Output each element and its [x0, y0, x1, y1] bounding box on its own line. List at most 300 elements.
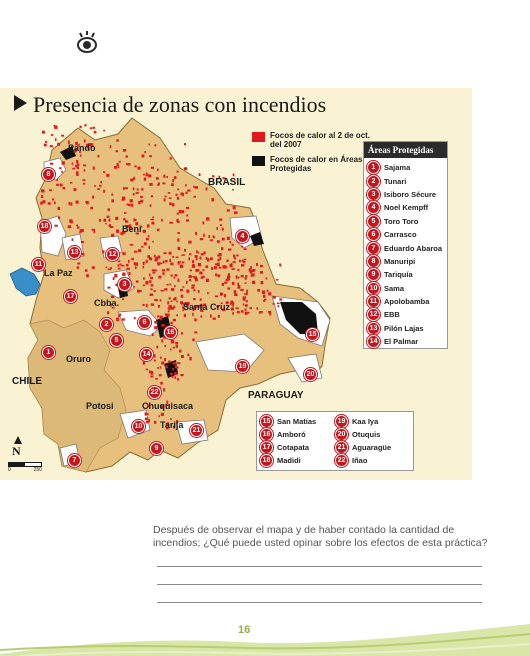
hotspot-dot: [192, 260, 194, 263]
area-number-badge: 20: [335, 428, 348, 441]
hotspot-dot: [97, 155, 99, 157]
hotspot-dot: [119, 161, 121, 163]
hotspot-dot: [219, 267, 222, 269]
hotspot-dot: [168, 361, 170, 364]
hotspot-dot: [232, 244, 234, 246]
hotspot-dot: [221, 247, 223, 250]
hotspot-dot: [82, 179, 85, 181]
hotspot-dot: [250, 266, 252, 268]
protected-areas-legend: [363, 141, 448, 349]
hotspot-dot: [178, 247, 181, 250]
hotspot-dot: [117, 163, 119, 166]
hotspot-dot: [189, 357, 191, 361]
hotspot-dot: [115, 217, 118, 220]
hotspot-dot: [133, 286, 135, 288]
area-number-badge: 11: [367, 295, 380, 308]
hotspot-dot: [193, 186, 195, 188]
hotspot-dot: [174, 176, 176, 179]
hotspot-dot: [171, 222, 173, 224]
map-marker: 13: [68, 246, 81, 259]
hotspot-dot: [143, 230, 146, 233]
hotspot-dot: [210, 314, 212, 317]
hotspot-dot: [54, 225, 57, 227]
map-marker: 7: [68, 454, 81, 467]
area-number-badge: 14: [367, 335, 380, 348]
hotspot-dot: [193, 289, 195, 291]
hotspot-dot: [245, 304, 248, 307]
hotspot-dot: [92, 266, 95, 269]
hotspot-dot: [238, 269, 240, 271]
hotspot-dot: [172, 203, 175, 206]
hotspot-dot: [181, 374, 184, 376]
area-number-badge: 7: [367, 242, 380, 255]
hotspot-dot: [243, 296, 246, 298]
hotspot-dot: [215, 296, 218, 298]
hotspot-dot: [61, 135, 64, 137]
hotspot-dot: [171, 301, 173, 303]
hotspot-dot: [116, 150, 119, 152]
hotspot-dot: [245, 282, 247, 284]
hotspot-dot: [159, 374, 162, 376]
hotspot-dot: [177, 378, 179, 381]
area-name: Sajama: [384, 163, 411, 173]
hotspot-dot: [99, 219, 101, 222]
hotspot-dot: [173, 362, 176, 365]
hotspot-dot: [241, 264, 244, 266]
hotspot-dot: [165, 313, 167, 316]
hotspot-dot: [40, 202, 42, 205]
hotspot-dot: [236, 255, 238, 257]
hotspot-dot: [83, 183, 85, 185]
hotspot-dot: [165, 260, 167, 262]
area-number-badge: 8: [367, 255, 380, 268]
hotspot-dot: [198, 269, 200, 271]
hotspot-legend: [252, 131, 374, 179]
hotspot-dot: [157, 229, 160, 232]
hotspot-dot: [71, 202, 73, 205]
hotspot-dot: [149, 280, 151, 283]
hotspot-dot: [152, 269, 155, 271]
hotspot-dot: [62, 161, 65, 164]
north-label: N: [12, 444, 21, 458]
hotspot-dot: [138, 249, 141, 252]
legend-item-hotspots: [252, 131, 374, 149]
hotspot-dot: [110, 145, 112, 148]
hotspot-dot: [143, 262, 145, 265]
hotspot-dot: [194, 319, 197, 322]
hotspot-dot: [234, 211, 237, 214]
hotspot-dot: [170, 349, 172, 351]
hotspot-dot: [177, 238, 179, 242]
hotspot-dot: [143, 277, 145, 279]
hotspot-dot: [137, 188, 139, 190]
hotspot-dot: [174, 376, 176, 378]
hotspot-dot: [206, 217, 209, 220]
hotspot-dot: [266, 277, 268, 279]
hotspot-dot: [169, 197, 172, 199]
hotspot-dot: [219, 257, 221, 260]
scale-zero: 0: [8, 467, 11, 473]
hotspot-dot: [208, 235, 210, 238]
hotspot-dot: [222, 228, 224, 231]
question-text: Después de observar el mapa y de haber contado la cantidad de incendios; ¿Qué puede usted opinar sobre los efectos de esta práctica?: [153, 524, 488, 549]
hotspot-dot: [182, 193, 184, 196]
hotspot-dot: [217, 240, 220, 243]
hotspot-dot: [77, 167, 80, 169]
hotspot-dot: [107, 311, 109, 314]
hotspot-dot: [76, 225, 78, 227]
hotspot-dot: [157, 367, 159, 369]
hotspot-dot: [156, 177, 159, 180]
hotspot-dot: [277, 303, 280, 305]
map-marker: 9: [150, 442, 163, 455]
fire-map: [0, 88, 472, 480]
hotspot-dot: [153, 290, 156, 292]
hotspot-dot: [155, 258, 157, 260]
hotspot-dot: [160, 357, 162, 359]
hotspot-dot: [211, 267, 213, 270]
answer-line[interactable]: [157, 602, 482, 603]
hotspot-dot: [158, 256, 161, 259]
area-name: EBB: [384, 310, 400, 320]
hotspot-dot: [102, 250, 104, 253]
hotspot-dot: [172, 179, 174, 182]
hotspot-dot: [126, 204, 129, 206]
hotspot-dot: [118, 268, 121, 270]
hotspot-dot: [241, 310, 244, 313]
hotspot-dot: [241, 246, 243, 248]
hotspot-dot: [186, 215, 188, 217]
hotspot-dot: [230, 241, 232, 243]
hotspot-dot: [198, 290, 200, 293]
hotspot-dot: [222, 283, 224, 286]
hotspot-dot: [189, 253, 191, 255]
hotspot-dot: [146, 421, 148, 424]
hotspot-dot: [184, 167, 187, 170]
hotspot-dot: [194, 196, 196, 198]
protected-areas-title: Áreas Protegidas: [364, 142, 447, 158]
hotspot-dot: [187, 354, 189, 357]
hotspot-dot: [147, 224, 150, 227]
hotspot-dot: [148, 419, 150, 422]
protected-area-item: [260, 441, 335, 454]
protected-areas-list: [364, 161, 447, 348]
area-name: Noel Kempff: [384, 203, 429, 213]
hotspot-dot: [70, 182, 72, 184]
hotspot-dot: [190, 270, 192, 272]
hotspot-dot: [241, 275, 244, 278]
area-name: Manuripi: [384, 256, 416, 266]
hotspot-dot: [173, 319, 176, 321]
hotspot-dot: [44, 144, 47, 147]
hotspot-dot: [143, 266, 145, 268]
hotspot-dot: [42, 131, 45, 134]
hotspot-dot: [200, 238, 203, 240]
hotspot-dot: [196, 250, 198, 253]
hotspot-dot: [157, 315, 159, 317]
map-marker: 16: [164, 326, 177, 339]
hotspot-dot: [256, 263, 258, 266]
hotspot-dot: [183, 286, 185, 288]
hotspot-dot: [171, 322, 173, 325]
area-name: Otuquis: [352, 430, 381, 439]
hotspot-dot: [154, 299, 158, 301]
hotspot-dot: [171, 275, 173, 277]
hotspot-dot: [126, 268, 129, 270]
hotspot-dot: [184, 314, 186, 317]
area-number-badge: 4: [367, 201, 380, 214]
area-name: Sama: [384, 283, 405, 293]
hotspot-dot: [172, 368, 174, 370]
hotspot-dot: [231, 263, 233, 266]
hotspot-dot: [103, 171, 105, 173]
hotspot-dot: [244, 248, 247, 250]
hotspot-dot: [201, 253, 204, 255]
hotspot-dot: [150, 376, 153, 378]
hotspot-dot: [224, 282, 227, 284]
hotspot-dot: [260, 311, 263, 313]
area-number-badge: 3: [367, 188, 380, 201]
hotspot-dot: [149, 371, 152, 374]
hotspot-dot: [163, 175, 165, 178]
hotspot-dot: [159, 263, 162, 265]
hotspot-dot: [150, 219, 154, 221]
hotspot-dot: [223, 265, 226, 269]
hotspot-dot: [173, 347, 175, 349]
hotspot-dot: [210, 257, 213, 260]
area-name: Carrasco: [384, 230, 417, 240]
hotspot-dot: [232, 268, 235, 270]
hotspot-dot: [84, 124, 86, 126]
hotspot-dot: [192, 339, 194, 342]
hotspot-dot: [144, 242, 147, 245]
place-beni: Beni: [122, 224, 142, 234]
hotspot-dot: [216, 227, 218, 230]
hotspot-dot: [238, 285, 241, 288]
lake-titicaca: [10, 268, 40, 296]
hotspot-dot: [234, 261, 236, 263]
hotspot-dot: [198, 263, 201, 266]
hotspot-dot: [227, 277, 230, 280]
hotspot-dot: [169, 259, 171, 262]
hotspot-dot: [243, 304, 245, 306]
hotspot-dot: [161, 324, 164, 327]
hotspot-dot: [124, 212, 126, 214]
hotspot-dot: [140, 196, 143, 198]
hotspot-dot: [185, 192, 187, 194]
country-paraguay: PARAGUAY: [248, 390, 304, 401]
hotspot-dot: [152, 241, 154, 243]
hotspot-dot: [111, 234, 114, 237]
hotspot-dot: [139, 290, 142, 292]
hotspot-dot: [200, 298, 202, 300]
place-potosi: Potosi: [86, 401, 114, 411]
hotspot-dot: [189, 275, 192, 278]
hotspot-dot: [227, 209, 230, 211]
protected-area-item: [364, 268, 447, 281]
hotspot-dot: [116, 139, 118, 142]
hotspot-dot: [243, 261, 246, 263]
hotspot-dot: [217, 275, 220, 278]
hotspot-dot: [181, 332, 183, 334]
hotspot-dot: [194, 332, 197, 334]
hotspot-dot: [130, 244, 134, 246]
area-name: Pilón Lajas: [384, 323, 424, 333]
map-marker: 8: [42, 168, 55, 181]
hotspot-dot: [246, 300, 248, 302]
hotspot-dot: [222, 238, 225, 241]
area-number-badge: 18: [260, 454, 273, 467]
hotspot-dot: [156, 346, 158, 349]
hotspot-dot: [170, 263, 173, 266]
map-marker: 10: [132, 420, 145, 433]
hotspot-dot: [76, 201, 79, 204]
hotspot-dot: [173, 277, 175, 279]
area-number-badge: 19: [335, 415, 348, 428]
hotspot-dot: [171, 183, 174, 186]
hotspot-dot: [166, 314, 169, 317]
black-swatch-icon: [252, 156, 265, 166]
hotspot-dot: [122, 298, 124, 300]
protected-area-item: [364, 174, 447, 187]
hotspot-dot: [152, 217, 154, 219]
area-number-badge: 10: [367, 282, 380, 295]
hotspot-dot: [273, 296, 276, 299]
hotspot-dot: [276, 279, 278, 281]
hotspot-dot: [146, 175, 149, 177]
protected-area-item: [260, 415, 335, 428]
legend-label: Focos de calor en Áreas Protegidas: [270, 155, 363, 173]
hotspot-dot: [279, 298, 282, 300]
area-number-badge: 2: [367, 175, 380, 188]
map-marker: 22: [148, 386, 161, 399]
hotspot-dot: [140, 200, 143, 203]
area-number-badge: 21: [335, 441, 348, 454]
area-number-badge: 16: [260, 428, 273, 441]
hotspot-dot: [161, 290, 164, 292]
hotspot-dot: [264, 299, 267, 301]
hotspot-dot: [164, 358, 166, 361]
place-tarija: Tarija: [160, 420, 184, 430]
hotspot-dot: [133, 177, 135, 180]
hotspot-dot: [186, 281, 188, 284]
hotspot-dot: [164, 252, 167, 254]
hotspot-dot: [168, 192, 171, 194]
hotspot-dot: [162, 269, 165, 271]
hotspot-dot: [118, 261, 121, 263]
hotspot-dot: [192, 265, 195, 268]
hotspot-dot: [155, 144, 157, 146]
hotspot-dot: [160, 316, 163, 319]
hotspot-dot: [207, 292, 209, 294]
hotspot-dot: [205, 265, 208, 268]
hotspot-dot: [250, 307, 253, 309]
hotspot-dot: [158, 305, 160, 308]
hotspot-dot: [240, 289, 243, 291]
hotspot-dot: [148, 235, 150, 237]
hotspot-dot: [179, 350, 181, 353]
hotspot-dot: [154, 326, 157, 329]
map-marker: 11: [32, 258, 45, 271]
hotspot-dot: [203, 221, 205, 224]
hotspot-dot: [136, 192, 139, 194]
hotspot-dot: [126, 163, 129, 165]
answer-line[interactable]: [157, 584, 482, 585]
hotspot-dot: [135, 266, 137, 269]
place-chuquisaca: Chuquisaca: [142, 401, 194, 411]
hotspot-dot: [143, 285, 145, 287]
protected-area-item: [364, 161, 447, 174]
hotspot-dot: [172, 376, 174, 378]
hotspot-dot: [182, 262, 185, 264]
hotspot-dot: [200, 257, 202, 260]
hotspot-dot: [199, 272, 202, 275]
hotspot-dot: [257, 289, 260, 292]
hotspot-dot: [69, 219, 72, 222]
hotspot-dot: [206, 257, 208, 260]
hotspot-dot: [202, 269, 204, 271]
hotspot-dot: [169, 252, 172, 255]
hotspot-dot: [134, 317, 136, 319]
hotspot-dot: [122, 199, 125, 201]
legend-label: Focos de calor al 2 de oct. del 2007: [270, 131, 371, 149]
hotspot-dot: [234, 290, 237, 293]
hotspot-dot: [118, 264, 120, 266]
hotspot-dot: [161, 362, 164, 365]
protected-area-item: [260, 454, 335, 467]
hotspot-dot: [116, 230, 119, 233]
hotspot-dot: [191, 287, 194, 289]
protected-area-item: [364, 295, 447, 308]
hotspot-dot: [232, 189, 234, 191]
hotspot-dot: [109, 219, 111, 222]
hotspot-dot: [215, 273, 217, 276]
protected-area-item: [364, 255, 447, 268]
hotspot-dot: [128, 260, 130, 263]
map-marker: 5: [110, 334, 123, 347]
hotspot-dot: [106, 267, 108, 269]
hotspot-dot: [153, 354, 156, 357]
hotspot-dot: [54, 125, 56, 127]
hotspot-dot: [226, 260, 228, 263]
hotspot-dot: [227, 276, 230, 278]
hotspot-dot: [41, 195, 43, 198]
north-arrow-icon: [12, 436, 22, 459]
eye-icon: [74, 30, 100, 56]
hotspot-dot: [176, 257, 179, 259]
map-marker: 12: [106, 248, 119, 261]
hotspot-dot: [123, 218, 126, 220]
hotspot-dot: [180, 289, 183, 291]
hotspot-dot: [160, 382, 163, 385]
hotspot-dot: [93, 127, 96, 129]
area-name: Eduardo Abaroa: [384, 243, 443, 253]
map-marker: 1: [42, 346, 55, 359]
hotspot-dot: [192, 313, 194, 316]
hotspot-dot: [76, 160, 78, 163]
hotspot-dot: [113, 277, 115, 280]
hotspot-dot: [92, 229, 95, 231]
hotspot-dot: [224, 294, 226, 297]
hotspot-dot: [219, 219, 222, 221]
hotspot-dot: [77, 263, 80, 265]
answer-line[interactable]: [157, 566, 482, 567]
hotspot-dot: [227, 237, 230, 240]
hotspot-dot: [228, 249, 231, 251]
protected-area-item: [364, 228, 447, 241]
hotspot-dot: [176, 345, 178, 348]
hotspot-dot: [43, 200, 46, 203]
